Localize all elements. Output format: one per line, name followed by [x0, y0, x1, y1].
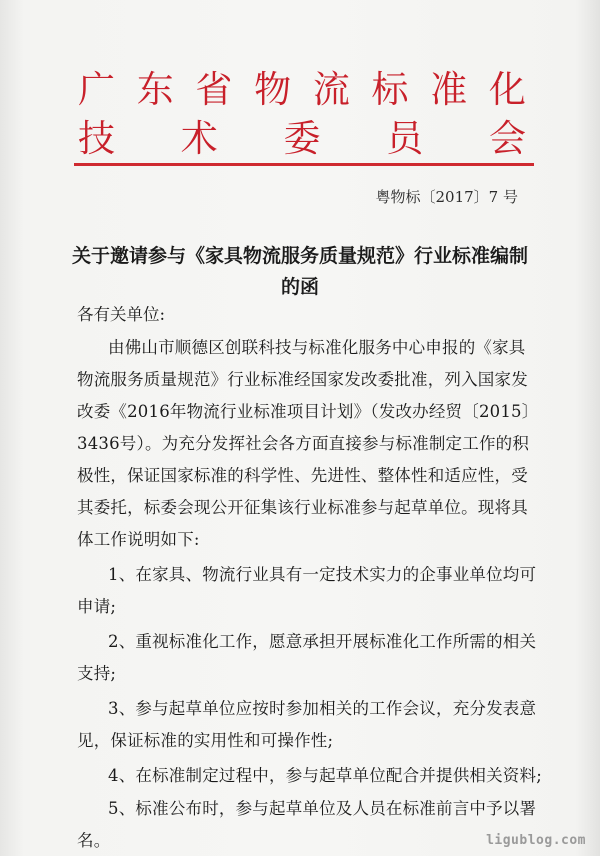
list-item-line: 5、标准公布时，参与起草单位及人员在标准前言中予以署 [108, 799, 537, 818]
letter-title [60, 241, 540, 303]
body-line: 由佛山市顺德区创联科技与标准化服务中心申报的《家具 [108, 338, 526, 357]
header-divider [74, 163, 534, 166]
list-item-line: 见，保证标准的实用性和可操作性; [77, 731, 334, 750]
list-item-line: 1、在家具、物流行业具有一定技术实力的企事业单位均可 [108, 565, 537, 584]
org-char: 会 [489, 117, 526, 160]
org-char: 员 [386, 117, 424, 160]
org-char: 省 [195, 68, 233, 111]
body-line: 体工作说明如下: [77, 530, 200, 549]
org-char: 术 [180, 117, 218, 160]
org-char: 技 [78, 117, 115, 160]
org-char: 化 [488, 68, 526, 111]
org-char: 广 [78, 68, 115, 111]
body-line: 其委托，标委会现公开征集该行业标准参与起草单位。现将具 [77, 498, 528, 517]
document-number: 粤物标〔2017〕7 号 [375, 188, 518, 206]
body-line: 极性，保证国家标准的科学性、先进性、整体性和适应性，受 [77, 466, 528, 485]
body-line: 3436号）。为充分发挥社会各方面直接参与标准制定工作的积 [77, 434, 530, 453]
org-char: 流 [312, 68, 350, 111]
org-char: 准 [430, 68, 468, 111]
body-line: 改委《2016年物流行业标准项目计划》（发改办经贸〔2015〕 [77, 402, 539, 421]
org-char: 东 [136, 68, 174, 111]
salutation: 各有关单位: [77, 305, 166, 324]
org-name-line-2 [78, 117, 526, 161]
list-item-line: 名。 [77, 831, 111, 850]
org-char: 物 [254, 68, 292, 111]
list-item-line: 申请; [77, 597, 117, 616]
list-item-line: 支持; [77, 664, 117, 683]
list-item-line: 2、重视标准化工作，愿意承担开展标准化工作所需的相关 [108, 632, 537, 651]
title-line-1: 关于邀请参与《家具物流服务质量规范》行业标准编制 [71, 245, 528, 267]
body-line: 物流服务质量规范》行业标准经国家发改委批准，列入国家发 [77, 370, 528, 389]
list-item-line: 3、参与起草单位应按时参加相关的工作会议，充分发表意 [108, 699, 537, 718]
org-name-line-1 [78, 68, 526, 112]
title-line-2: 的函 [280, 276, 319, 298]
org-char: 标 [371, 68, 409, 111]
org-char: 委 [283, 117, 321, 160]
list-item-line: 4、在标准制定过程中，参与起草单位配合并提供相关资料; [108, 766, 542, 785]
site-watermark: ligublog.com [486, 833, 586, 848]
